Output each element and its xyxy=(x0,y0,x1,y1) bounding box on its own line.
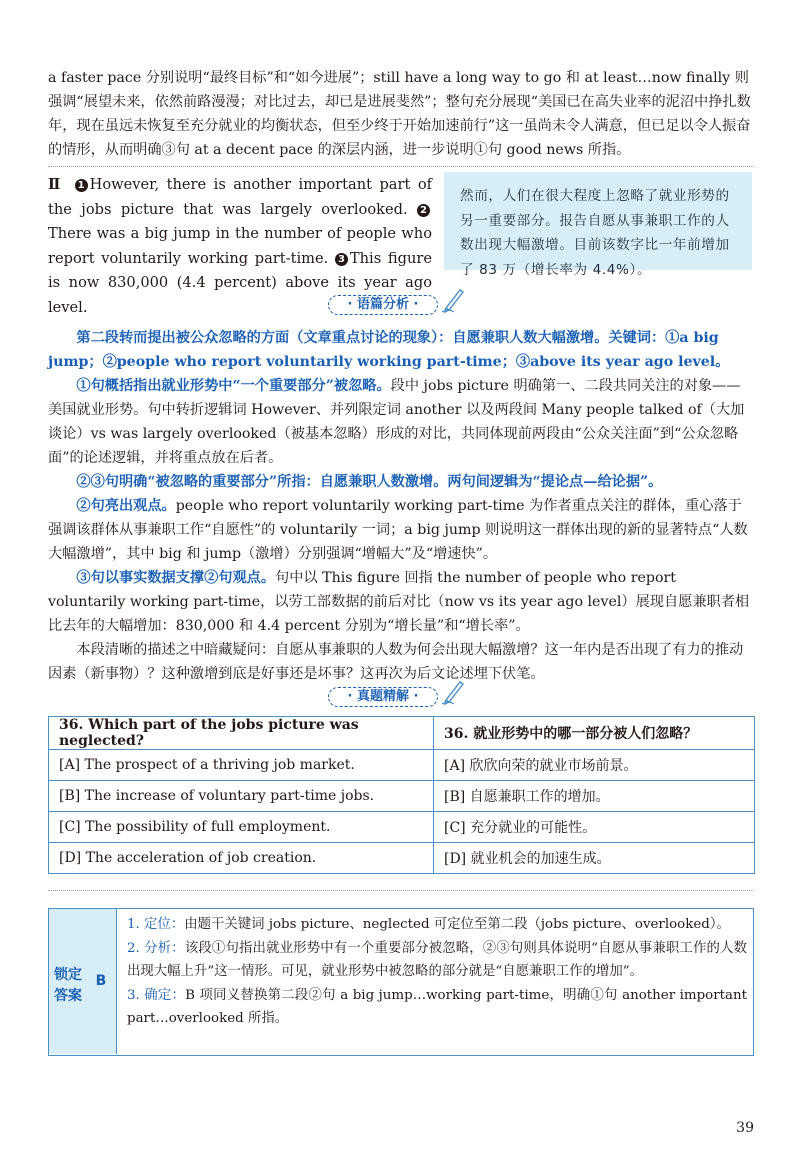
exam-section-title xyxy=(328,684,470,710)
option-c-en: [C] The possibility of full employment. xyxy=(49,812,434,843)
answer-step-3-text: B 项同义替换第二段②句 a big jump…working part-time，明确①句 another important part…overlooked 所指。 xyxy=(127,987,747,1026)
paragraph-roman-numeral: Ⅱ xyxy=(48,176,64,193)
translation-box xyxy=(444,172,752,278)
option-a-en: [A] The prospect of a thriving job market. xyxy=(49,750,434,781)
sentence-1: However, there is another important part of the jobs picture that was largely overlooked. xyxy=(48,176,433,218)
analysis-paragraph-1 xyxy=(48,374,754,470)
sentence-3-marker: 3 xyxy=(335,253,348,266)
answer-label: 锁定答案 xyxy=(54,967,82,1004)
analysis-p1-body: 段中 jobs picture 明确第一、二段共同关注的对象——美国就业形势。句中转折逻辑词 However、并列限定词 another 以及两段间 Many people talked of（大加谈论）vs was largely overlooked（被基本忽略）形成的对比，共同体现前两段由“公众关注面”到“公众忽略面”的论述逻辑，并将重点放在后者。 xyxy=(48,378,745,466)
sentence-3: This figure is now 830,000 (4.4 percent) above its year ago level. xyxy=(48,249,432,316)
intro-paragraph: a faster pace 分别说明“最终目标”和“如今进展”；still have a long way to go 和 at least…now finally 则强调“展望未来，依然前路漫漫；对比过去，却已是进展斐然”；整句充分展现“美国已在高失业率的泥沼中挣扎数年，现在虽远未恢复至充分就业的均衡状态，但至少终于开始加速前行”这一虽尚未令人满意，但已足以令人振奋的情形，从而明确③句 at a decent pace 的深层内涵，进一步说明①句 good news 所指。 xyxy=(48,70,751,158)
answer-step-1 xyxy=(127,913,747,937)
sentence-1-marker: 1 xyxy=(75,179,88,192)
analysis-section-title xyxy=(328,292,470,318)
option-row-a xyxy=(49,750,755,781)
option-d-en: [D] The acceleration of job creation. xyxy=(49,843,434,874)
pen-icon xyxy=(440,286,468,314)
answer-explanation xyxy=(127,913,747,1031)
answer-key: B xyxy=(86,909,117,1054)
option-b-zh: [B] 自愿兼职工作的增加。 xyxy=(434,781,755,812)
pen-icon xyxy=(440,678,468,706)
analysis-p1-lead: ①句概括指出就业形势中“一个重要部分”被忽略。 xyxy=(76,378,391,394)
answer-step-1-text: 由题干关键词 jobs picture、neglected 可定位至第二段（jobs picture、overlooked）。 xyxy=(184,917,730,932)
option-row-c xyxy=(49,812,755,843)
option-a-zh: [A] 欣欣向荣的就业市场前景。 xyxy=(434,750,755,781)
answer-step-3 xyxy=(127,984,747,1031)
option-c-zh: [C] 充分就业的可能性。 xyxy=(434,812,755,843)
answer-step-1-head: 1. 定位： xyxy=(127,917,185,932)
answer-step-2-text: 该段①句指出就业形势中有一个重要部分被忽略，②③句则具体说明“自愿从事兼职工作的人数出现大幅上升”这一情形。可见，就业形势中被忽略的部分就是“自愿兼职工作的增加”。 xyxy=(127,940,747,979)
answer-step-3-head: 3. 确定： xyxy=(127,987,186,1003)
question-table xyxy=(48,716,755,874)
analysis-summary: 第二段转而提出被公众忽略的方面（文章重点讨论的现象）：自愿兼职人数大幅激增。关键词：①a big jump；②people who report voluntarily working part-time；③above its year ago level。 xyxy=(48,330,730,370)
question-row xyxy=(49,717,755,750)
analysis-title-label: · 语篇分析 · xyxy=(328,295,438,315)
analysis-p3-body: people who report voluntarily working part-time 为作者重点关注的群体，重心落于强调该群体从事兼职工作“自愿性”的 voluntarily 一词；a big jump 则说明这一群体出现的新的显著特点“人数大幅激增”，其中 big 和 jump（激增）分别强调“增幅大”及“增速快”。 xyxy=(48,498,748,562)
option-row-b xyxy=(49,781,755,812)
option-d-zh: [D] 就业机会的加速生成。 xyxy=(434,843,755,874)
question-zh: 36. 就业形势中的哪一部分被人们忽略？ xyxy=(434,717,755,750)
answer-label-cell xyxy=(49,909,87,1054)
analysis-paragraph-5: 本段清晰的描述之中暗藏疑问：自愿从事兼职的人数为何会出现大幅激增？这一年内是否出现了有力的推动因素（新事物）？这种激增到底是好事还是坏事？这再次为后文论述埋下伏笔。 xyxy=(48,642,744,682)
analysis-paragraph-2 xyxy=(48,470,754,494)
exam-title-label: · 真题精解 · xyxy=(328,687,438,707)
sentence-2: There was a big jump in the number of people who report voluntarily working part-time. xyxy=(48,225,432,267)
answer-box xyxy=(48,908,754,1056)
analysis-p3-lead: ②句亮出观点。 xyxy=(76,498,176,514)
analysis-p4-body: 句中以 This figure 回指 the number of people who report voluntarily working part-time，以劳工部数据的前后对比（now vs its year ago level）展现自愿兼职者相比去年的大幅增加：830,000 和 4.4 percent 分别为“增长量”和“增长率”。 xyxy=(48,570,750,634)
dotted-divider xyxy=(48,890,754,891)
answer-step-2 xyxy=(127,937,747,984)
question-en: 36. Which part of the jobs picture was neglected? xyxy=(49,717,434,750)
option-row-d xyxy=(49,843,755,874)
page-number: 39 xyxy=(736,1120,754,1136)
analysis-p4-lead: ③句以事实数据支撑②句观点。 xyxy=(76,570,276,586)
translation-text: 然而，人们在很大程度上忽略了就业形势的另一重要部分。报告自愿从事兼职工作的人数出现大幅激增。目前该数字比一年前增加了 83 万（增长率为 4.4%）。 xyxy=(460,188,730,278)
analysis-p2-lead: ②③句明确“被忽略的重要部分”所指：自愿兼职人数激增。两句间逻辑为“提论点—给论据”。 xyxy=(76,474,663,490)
analysis-paragraph-4 xyxy=(48,566,754,638)
analysis-paragraph-3 xyxy=(48,494,754,566)
option-b-en: [B] The increase of voluntary part-time jobs. xyxy=(49,781,434,812)
dotted-divider xyxy=(48,166,754,167)
sentence-2-marker: 2 xyxy=(417,204,430,217)
answer-step-2-head: 2. 分析： xyxy=(127,940,185,956)
